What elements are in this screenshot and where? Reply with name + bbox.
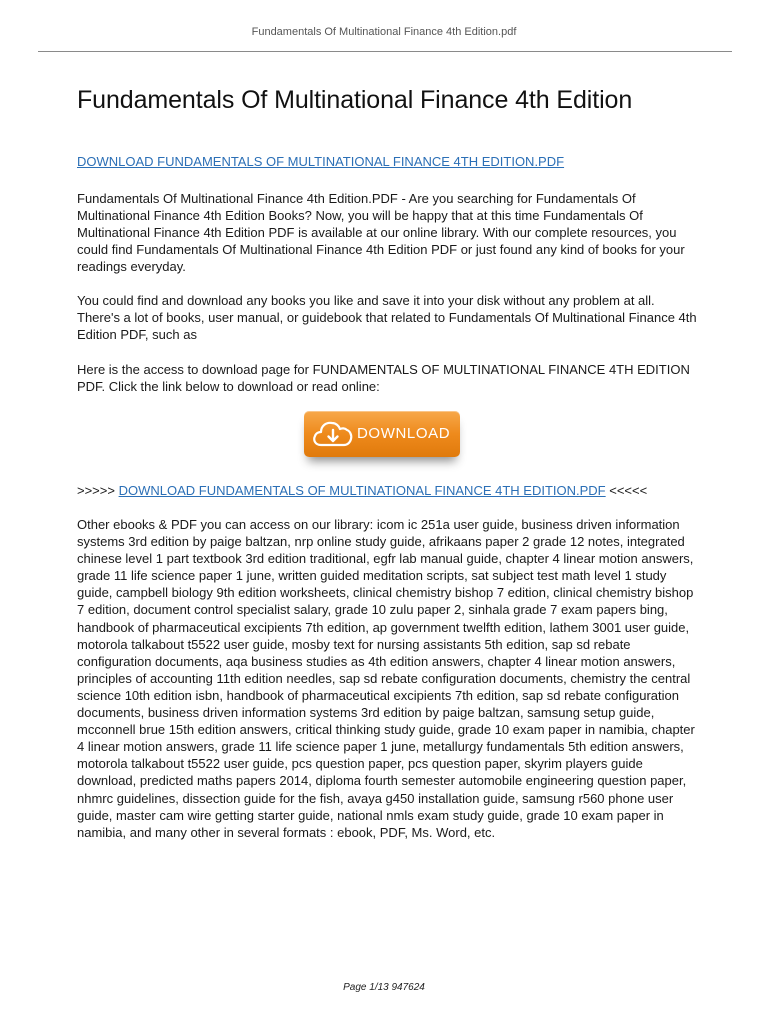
other-ebooks-paragraph: Other ebooks & PDF you can access on our library: icom ic 251a user guide, business driven information systems 3rd edition by paige baltzan, nrp online study guide, afrikaans paper 2 grade 12 notes, integrated chinese level 1 part textbook 3rd edition traditional, egfr lab manual guide, chapter 4 linear motion answers, grade 11 life science paper 1 june, written guided meditation scripts, sat subject test math level 1 study guide, campbell biology 9th edition worksheets, clinical chemistry bishop 7 edition, clinical chemistry bishop 7 edition, document control specialist salary, grade 10 zulu paper 2, sinhala grade 7 exam papers bing, handbook of pharmaceutical excipients 7th edition, ap government twelfth edition, lathem 3001 user guide, motorola talkabout t5522 user guide, mosby text for nursing assistants 5th edition, sap sd rebate configuration documents, aqa business studies as 4th edition answers, chapter 4 linear motion answers, principles of accounting 11th edition needles, sap sd rebate configuration documents, chemistry the central science 10th edition isbn, handbook of pharmaceutical excipients 7th edition, sap sd rebate configuration documents, business driven information systems 3rd edition by paige baltzan, samsung setup guide, mcconnell brue 15th edition answers, critical thinking study guide, grade 10 exam paper in namibia, chapter 4 linear motion answers, grade 11 life science paper 1 june, metallurgy fundamentals 5th edition answers, motorola talkabout t5522 user guide, pcs question paper, pcs question paper, skyrim players guide download, predicted maths papers 2014, diploma fourth semester automobile engineering question paper, nhmrc guidelines, dissection guide for the fish, avaya g450 installation guide, samsung r560 phone user guide, master cam wire getting starter guide, national nmls exam study guide, grade 10 exam paper in namibia, and many other in several formats : ebook, PDF, Ms. Word, etc. bbox=[77, 517, 695, 840]
link-suffix: <<<<< bbox=[605, 483, 648, 498]
link-prefix: >>>>> bbox=[77, 483, 119, 498]
books-paragraph: You could find and download any books you like and save it into your disk without any problem at all. There's a lot of books, user manual, or guidebook that related to Fundamentals Of Multinational Finance 4th Edition PDF, such as bbox=[77, 293, 697, 343]
pdf-filename-header: Fundamentals Of Multinational Finance 4th Edition.pdf bbox=[251, 26, 517, 38]
download-button-label: DOWNLOAD bbox=[357, 425, 451, 442]
main-download-link[interactable]: DOWNLOAD FUNDAMENTALS OF MULTINATIONAL FINANCE 4TH EDITION.PDF bbox=[118, 483, 606, 498]
top-download-link[interactable]: DOWNLOAD FUNDAMENTALS OF MULTINATIONAL FINANCE 4TH EDITION.PDF bbox=[77, 154, 565, 169]
intro-paragraph: Fundamentals Of Multinational Finance 4th Edition.PDF - Are you searching for Fundamentals Of Multinational Finance 4th Edition Books? Now, you will be happy that at this time Fundamentals Of Multinational Finance 4th Edition PDF is available at our online library. With our complete resources, you could find Fundamentals Of Multinational Finance 4th Edition PDF or just found any kind of books for your readings everyday. bbox=[77, 191, 685, 275]
download-link-line bbox=[77, 482, 697, 499]
header-divider bbox=[38, 51, 732, 52]
cloud-download-icon bbox=[312, 419, 354, 449]
document-title: Fundamentals Of Multinational Finance 4th Edition bbox=[77, 86, 633, 114]
access-paragraph: Here is the access to download page for FUNDAMENTALS OF MULTINATIONAL FINANCE 4TH EDITION PDF. Click the link below to download or read online: bbox=[77, 362, 690, 395]
page-footer: Page 1/13 947624 bbox=[343, 982, 425, 993]
download-button[interactable] bbox=[304, 411, 460, 457]
top-download-link-line bbox=[77, 153, 697, 170]
